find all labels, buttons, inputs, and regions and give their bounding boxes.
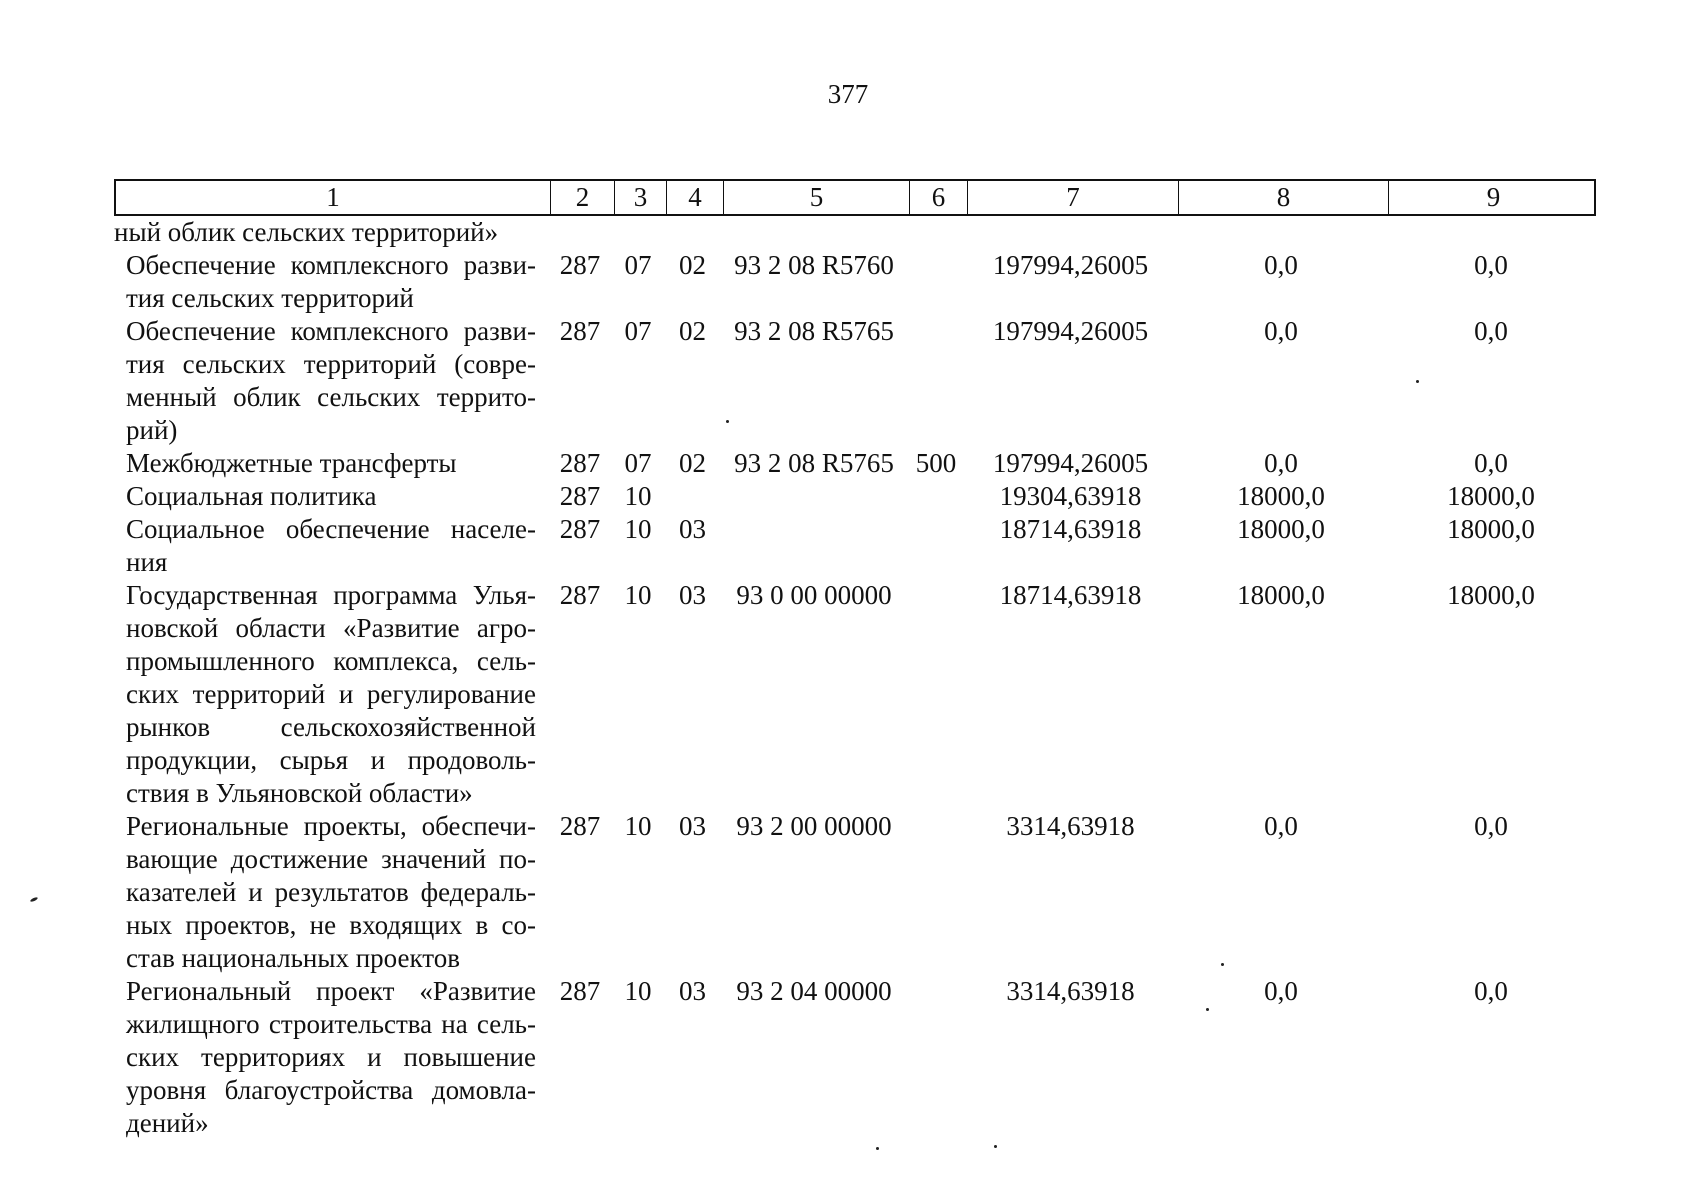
scan-speck: [994, 1145, 997, 1148]
cell-col-6: [907, 579, 965, 810]
table-body: [114, 216, 1596, 1140]
cell-col-6: [907, 513, 965, 579]
scan-speck: [1416, 380, 1419, 383]
row-name: Обеспечение комплексного развития сельских территорий (современный облик сельских территорий): [126, 316, 536, 445]
table-row: [114, 447, 1596, 480]
cell-col-2: 287: [559, 250, 601, 280]
cell-col-7: 3314,63918: [1006, 811, 1135, 841]
cell-col-3: 07: [624, 250, 652, 280]
table-row: [114, 315, 1596, 447]
cell-col-6: [907, 480, 965, 513]
cell-col-9: 0,0: [1474, 976, 1508, 1006]
cell-col-4: 03: [679, 976, 706, 1006]
cell-col-7: [965, 216, 1176, 249]
cell-col-8: 0,0: [1264, 811, 1298, 841]
scan-speck: [1206, 1008, 1209, 1011]
header-col-9: 9: [1388, 181, 1598, 214]
header-col-5: 5: [723, 181, 909, 214]
row-name: ный облик сельских территорий»: [114, 217, 499, 247]
cell-col-7: 197994,26005: [992, 316, 1149, 346]
cell-col-3: 07: [624, 448, 652, 478]
cell-col-9: [1386, 216, 1596, 249]
scan-speck: [726, 420, 729, 423]
header-col-2: 2: [550, 181, 614, 214]
cell-col-9: 0,0: [1474, 250, 1508, 280]
cell-col-3: 10: [624, 580, 652, 610]
row-name: Региональные проекты, обеспечивающие достижение значений показателей и результатов федеральных проектов, не входящих в состав национальных проектов: [126, 811, 536, 973]
cell-col-8: 18000,0: [1237, 514, 1325, 544]
table-header: [114, 179, 1596, 216]
cell-col-8: 0,0: [1264, 448, 1298, 478]
table-row: [114, 249, 1596, 315]
scan-speck: [1221, 963, 1224, 966]
cell-col-9: 0,0: [1474, 316, 1508, 346]
cell-col-9: 18000,0: [1447, 481, 1535, 511]
cell-col-4: 03: [679, 580, 706, 610]
cell-col-9: 0,0: [1474, 448, 1508, 478]
cell-col-7: 18714,63918: [999, 580, 1142, 610]
cell-col-5: [721, 480, 907, 513]
cell-col-5: [721, 513, 907, 579]
scan-speck: [876, 1147, 879, 1150]
cell-col-2: 287: [559, 481, 601, 511]
cell-col-8: 0,0: [1264, 250, 1298, 280]
cell-col-2: 287: [559, 580, 601, 610]
cell-col-9: 18000,0: [1447, 580, 1535, 610]
header-col-4: 4: [666, 181, 723, 214]
header-col-6: 6: [909, 181, 967, 214]
cell-col-3: 10: [624, 811, 652, 841]
row-name: Социальное обеспечение населения: [126, 514, 536, 577]
cell-col-5: 93 0 00 00000: [736, 580, 892, 610]
header-col-8: 8: [1178, 181, 1388, 214]
cell-col-2: [548, 216, 612, 249]
cell-col-4: [664, 216, 721, 249]
cell-col-8: 18000,0: [1237, 481, 1325, 511]
table-row: [114, 480, 1596, 513]
cell-col-9: 0,0: [1474, 811, 1508, 841]
cell-col-3: 10: [624, 976, 652, 1006]
cell-col-4: [664, 480, 721, 513]
cell-col-3: 07: [624, 316, 652, 346]
cell-col-6: [907, 315, 965, 447]
cell-col-2: 287: [559, 316, 601, 346]
cell-col-4: 03: [679, 514, 706, 544]
row-name: Обеспечение комплексного развития сельских территорий: [126, 250, 536, 313]
table-row: [114, 216, 1596, 249]
cell-col-5: [721, 216, 907, 249]
cell-col-5: 93 2 00 00000: [736, 811, 892, 841]
row-name: Региональный проект «Развитие жилищного строительства на сельских территориях и повышение уровня благоустройства домовладений»: [126, 976, 536, 1138]
cell-col-5: 93 2 08 R5765: [734, 316, 894, 346]
cell-col-7: 18714,63918: [999, 514, 1142, 544]
cell-col-3: 10: [624, 481, 652, 511]
cell-col-2: 287: [559, 976, 601, 1006]
cell-col-2: 287: [559, 514, 601, 544]
cell-col-6: [907, 249, 965, 315]
header-col-1: 1: [326, 182, 340, 212]
cell-col-5: 93 2 08 R5765: [734, 448, 894, 478]
cell-col-8: [1176, 216, 1386, 249]
table-row: [114, 975, 1596, 1140]
cell-col-7: 197994,26005: [992, 448, 1149, 478]
table-row: [114, 513, 1596, 579]
cell-col-6: 500: [915, 448, 957, 478]
header-col-7: 7: [967, 181, 1178, 214]
cell-col-7: 197994,26005: [992, 250, 1149, 280]
cell-col-3: [612, 216, 664, 249]
cell-col-8: 0,0: [1264, 316, 1298, 346]
table-row: [114, 810, 1596, 975]
row-name: Межбюджетные трансферты: [126, 448, 457, 478]
cell-col-4: 02: [679, 316, 706, 346]
header-col-3: 3: [614, 181, 666, 214]
cell-col-3: 10: [624, 514, 652, 544]
cell-col-2: 287: [559, 811, 601, 841]
cell-col-4: 02: [679, 448, 706, 478]
scan-speck: [30, 896, 39, 902]
cell-col-7: 3314,63918: [1006, 976, 1135, 1006]
row-name: Социальная политика: [126, 481, 377, 511]
page-number: 377: [827, 79, 869, 109]
row-name: Государственная программа Ульяновской области «Развитие агропромышленного комплекса, сельских территорий и регулирование рынков сельскохозяйственной продукции, сырья и продовольствия в Ульяновской области»: [126, 580, 536, 808]
cell-col-5: 93 2 04 00000: [736, 976, 892, 1006]
cell-col-9: 18000,0: [1447, 514, 1535, 544]
cell-col-2: 287: [559, 448, 601, 478]
cell-col-6: [907, 975, 965, 1140]
cell-col-6: [907, 216, 965, 249]
cell-col-8: 0,0: [1264, 976, 1298, 1006]
budget-table: [114, 179, 1596, 1140]
cell-col-5: 93 2 08 R5760: [734, 250, 894, 280]
cell-col-4: 02: [679, 250, 706, 280]
cell-col-4: 03: [679, 811, 706, 841]
cell-col-6: [907, 810, 965, 975]
cell-col-8: 18000,0: [1237, 580, 1325, 610]
table-row: [114, 579, 1596, 810]
cell-col-7: 19304,63918: [999, 481, 1142, 511]
